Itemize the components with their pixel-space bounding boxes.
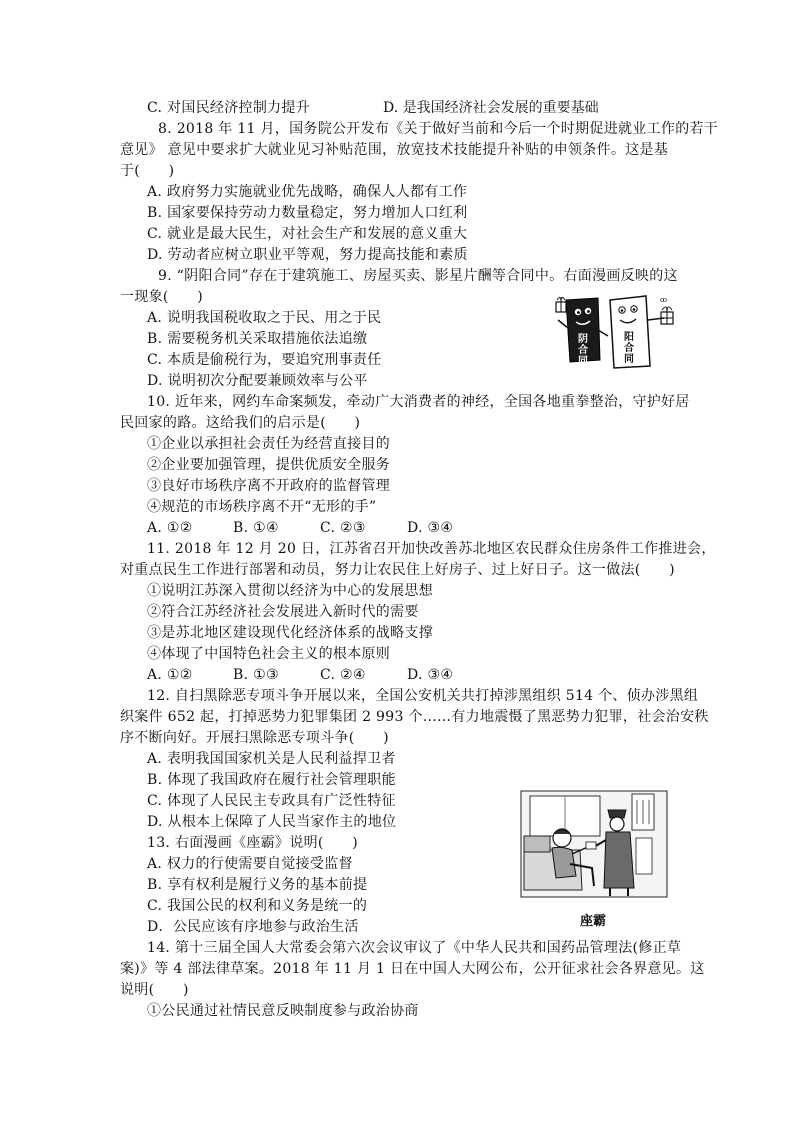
q9-option-b: B. 需要税务机关采取措施依法追缴 bbox=[147, 331, 368, 347]
q12-stem-line2: 织案件 652 起，打掉恶势力犯罪集团 2 993 个……有力地震慑了黑恶势力犯罪，社会治安秩 bbox=[120, 709, 709, 725]
q13-option-b: B. 享有权利是履行义务的基本前提 bbox=[147, 877, 368, 893]
q11-choice-a: A. ①② bbox=[147, 667, 193, 683]
q9-option-d: D. 说明初次分配要兼顾效率与公平 bbox=[147, 373, 368, 389]
q10-stem-line2: 民回家的路。这给我们的启示是( ) bbox=[120, 415, 361, 431]
q10-choice-b: B. ①④ bbox=[233, 520, 279, 536]
q10-choice-a: A. ①② bbox=[147, 520, 193, 536]
q11-choice-b: B. ①③ bbox=[233, 667, 279, 683]
q8-stem-line2: 意见》 意见中要求扩大就业见习补贴范围，放宽技术技能提升补贴的申领条件。这是基 bbox=[120, 142, 669, 158]
q7-option-d: D. 是我国经济社会发展的重要基础 bbox=[383, 100, 599, 116]
q9-option-c: C. 本质是偷税行为，要追究刑事责任 bbox=[147, 352, 382, 368]
q14-stem-line3: 说明( ) bbox=[120, 982, 189, 998]
q8-stem-line1: 8. 2018 年 11 月，国务院公开发布《关于做好当前和今后一个时期促进就业工作的若干 bbox=[158, 121, 719, 137]
q10-statement-1: ①企业以承担社会责任为经营直接目的 bbox=[147, 436, 391, 452]
q12-stem-line3: 序不断向好。开展扫黑除恶专项斗争( ) bbox=[120, 730, 389, 746]
q9-stem-line1: 9. “阴阳合同”存在于建筑施工、房屋买卖、影星片酬等合同中。右面漫画反映的这 bbox=[158, 268, 678, 284]
seat-hog-caption: 座霸 bbox=[580, 914, 607, 929]
q9-option-a: A. 说明我国税收取之于民、用之于民 bbox=[147, 310, 382, 326]
q10-statement-2: ②企业要加强管理，提供优质安全服务 bbox=[147, 457, 391, 473]
yin-yang-contract-comic bbox=[548, 290, 683, 370]
q11-choice-d: D. ③④ bbox=[407, 667, 454, 683]
q11-statement-2: ②符合江苏经济社会发展进入新时代的需要 bbox=[147, 604, 419, 620]
q11-choice-c: C. ②④ bbox=[320, 667, 366, 683]
q11-stem-line2: 对重点民生工作进行部署和动员，努力让农民住上好房子、过上好日子。这一做法( ) bbox=[120, 562, 675, 578]
q9-stem-line2: 一现象( ) bbox=[120, 289, 204, 305]
q10-stem-line1: 10. 近年来，网约车命案频发，牵动广大消费者的神经，全国各地重拳整治，守护好居 bbox=[147, 394, 690, 410]
q13-option-c: C. 我国公民的权利和义务是统一的 bbox=[147, 898, 368, 914]
q10-statement-3: ③良好市场秩序离不开政府的监督管理 bbox=[147, 478, 391, 494]
seat-hog-comic bbox=[520, 790, 668, 898]
q8-stem-line3: 于( ) bbox=[120, 163, 175, 179]
q8-option-a: A. 政府努力实施就业优先战略，确保人人都有工作 bbox=[147, 184, 468, 200]
q7-option-c: C. 对国民经济控制力提升 bbox=[147, 100, 311, 116]
q12-option-d: D. 从根本上保障了人民当家作主的地位 bbox=[147, 814, 397, 830]
q12-stem-line1: 12. 自扫黑除恶专项斗争开展以来，全国公安机关共打掉涉黑组织 514 个、侦办涉黑组 bbox=[147, 688, 699, 704]
q11-statement-1: ①说明江苏深入贯彻以经济为中心的发展思想 bbox=[147, 583, 433, 599]
q13-option-d: D．公民应该有序地参与政治生活 bbox=[147, 919, 359, 935]
q10-choice-c: C. ②③ bbox=[320, 520, 366, 536]
yin-contract-label: 阴合同 bbox=[578, 334, 588, 367]
q11-stem-line1: 11. 2018 年 12 月 20 日，江苏省召开加快改善苏北地区农民群众住房条件工作推进会， bbox=[147, 541, 716, 557]
q10-statement-4: ④规范的市场秩序离不开“无形的手” bbox=[147, 499, 377, 515]
q12-option-a: A. 表明我国国家机关是人民利益捍卫者 bbox=[147, 751, 396, 767]
q11-statement-4: ④体现了中国特色社会主义的根本原则 bbox=[147, 646, 391, 662]
q10-choice-d: D. ③④ bbox=[407, 520, 454, 536]
yang-contract-label: 阳合同 bbox=[624, 332, 634, 365]
q12-option-c: C. 体现了人民民主专政具有广泛性特征 bbox=[147, 793, 396, 809]
q14-statement-1: ①公民通过社情民意反映制度参与政治协商 bbox=[147, 1003, 419, 1019]
q14-stem-line2: 案)》等 4 部法律草案。2018 年 11 月 1 日在中国人大网公布，公开征求社会各界意见。这 bbox=[120, 961, 705, 977]
q13-option-a: A. 权力的行使需要自觉接受监督 bbox=[147, 856, 353, 872]
q12-option-b: B. 体现了我国政府在履行社会管理职能 bbox=[147, 772, 396, 788]
q13-stem: 13. 右面漫画《座霸》说明( ) bbox=[147, 835, 359, 851]
q8-option-b: B. 国家要保持劳动力数量稳定，努力增加人口红利 bbox=[147, 205, 468, 221]
q8-option-d: D. 劳动者应树立职业平等观，努力提高技能和素质 bbox=[147, 247, 468, 263]
q14-stem-line1: 14. 第十三届全国人大常委会第六次会议审议了《中华人民共和国药品管理法(修正草 bbox=[147, 940, 682, 956]
svg-text:ꝏ: ꝏ bbox=[660, 296, 667, 304]
q8-option-c: C. 就业是最大民生，对社会生产和发展的意义重大 bbox=[147, 226, 468, 242]
q11-statement-3: ③是苏北地区建设现代化经济体系的战略支撑 bbox=[147, 625, 433, 641]
